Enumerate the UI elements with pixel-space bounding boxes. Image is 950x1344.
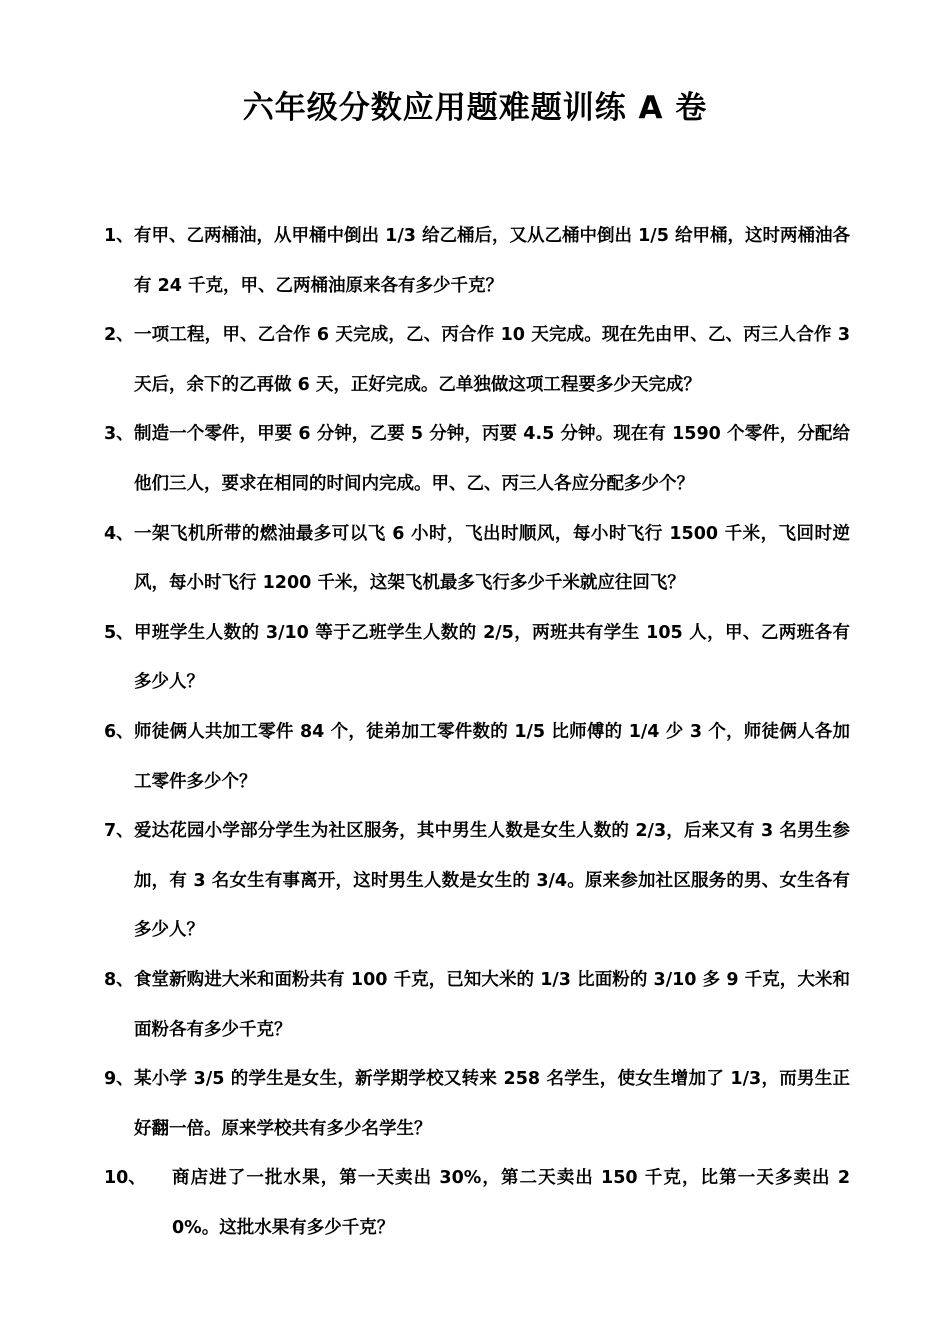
problem-2 bbox=[104, 311, 850, 410]
problem-number: 5、 bbox=[104, 622, 134, 643]
problem-number: 6、 bbox=[104, 721, 134, 742]
problem-number: 3、 bbox=[104, 424, 134, 445]
problem-3 bbox=[104, 410, 850, 509]
problem-text: 有甲、乙两桶油，从甲桶中倒出 1/3 给乙桶后，又从乙桶中倒出 1/5 给甲桶，这时两桶油各有 24 千克，甲、乙两桶油原来各有多少千克？ bbox=[134, 226, 850, 296]
problem-1 bbox=[104, 212, 850, 311]
problem-number: 2、 bbox=[104, 325, 134, 346]
problem-text: 一项工程，甲、乙合作 6 天完成，乙、丙合作 10 天完成。现在先由甲、乙、丙三人合作 3 天后，余下的乙再做 6 天，正好完成。乙单独做这项工程要多少天完成？ bbox=[134, 325, 850, 395]
problem-text: 一架飞机所带的燃油最多可以飞 6 小时，飞出时顺风，每小时飞行 1500 千米，飞回时逆风，每小时飞行 1200 千米，这架飞机最多飞行多少千米就应往回飞？ bbox=[134, 523, 850, 594]
problem-text: 商店进了一批水果，第一天卖出 30%，第二天卖出 150 千克，比第一天多卖出 20%。这批水果有多少千克？ bbox=[172, 1168, 850, 1238]
problem-10 bbox=[104, 1154, 850, 1253]
problem-text: 爱达花园小学部分学生为社区服务，其中男生人数是女生人数的 2/3，后来又有 3 名男生参加，有 3 名女生有事离开，这时男生人数是女生的 3/4。原来参加社区服务的男、女生各有多少人？ bbox=[134, 821, 850, 941]
problem-4 bbox=[104, 510, 850, 609]
problem-7 bbox=[104, 807, 850, 956]
problem-8 bbox=[104, 956, 850, 1055]
problem-number: 4、 bbox=[104, 523, 134, 544]
problem-5 bbox=[104, 609, 850, 708]
problem-9 bbox=[104, 1055, 850, 1154]
problem-text: 师徒俩人共加工零件 84 个，徒弟加工零件数的 1/5 比师傅的 1/4 少 3 个，师徒俩人各加工零件多少个？ bbox=[134, 721, 850, 792]
problem-list bbox=[104, 212, 850, 1253]
problem-text: 食堂新购进大米和面粉共有 100 千克，已知大米的 1/3 比面粉的 3/10 多 9 千克，大米和面粉各有多少千克？ bbox=[134, 969, 850, 1040]
problem-number: 9、 bbox=[104, 1069, 134, 1090]
problem-number: 1、 bbox=[104, 226, 134, 246]
problem-number: 8、 bbox=[104, 969, 134, 990]
problem-text: 制造一个零件，甲要 6 分钟，乙要 5 分钟，丙要 4.5 分钟。现在有 1590 个零件，分配给他们三人，要求在相同的时间内完成。甲、乙、丙三人各应分配多少个？ bbox=[134, 424, 850, 494]
problem-text: 某小学 3/5 的学生是女生，新学期学校又转来 258 名学生，使女生增加了 1/3，而男生正好翻一倍。原来学校共有多少名学生？ bbox=[134, 1069, 850, 1139]
problem-number: 10、 bbox=[104, 1168, 146, 1189]
problem-6 bbox=[104, 708, 850, 807]
problem-text: 甲班学生人数的 3/10 等于乙班学生人数的 2/5，两班共有学生 105 人，甲、乙两班各有多少人？ bbox=[134, 622, 850, 693]
problem-number: 7、 bbox=[104, 821, 134, 842]
page-title: 六年级分数应用题难题训练 A 卷 bbox=[242, 90, 708, 126]
